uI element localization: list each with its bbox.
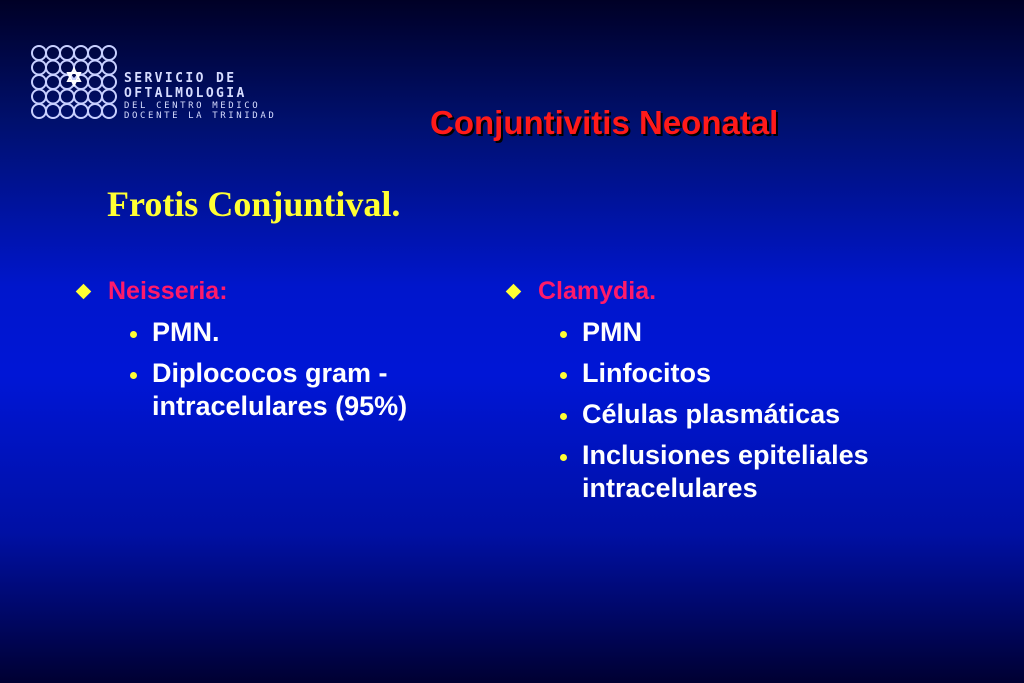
- logo-line-1: SERVICIO DE: [124, 71, 237, 86]
- logo-ring: [46, 90, 60, 104]
- logo-ring: [88, 104, 102, 118]
- logo-line-2: OFTALMOLOGIA: [124, 86, 247, 101]
- logo-ring: [88, 46, 102, 60]
- logo: [30, 44, 330, 126]
- list-item: [560, 398, 1004, 431]
- heading-text: Clamydia.: [538, 277, 657, 305]
- logo-ring: [46, 61, 60, 75]
- item-text: PMN: [582, 317, 642, 347]
- column-neisseria: [74, 274, 474, 431]
- logo-ring: [46, 75, 60, 89]
- logo-ring: [60, 46, 74, 60]
- item-text: Linfocitos: [582, 358, 711, 388]
- dot-bullet-icon: [560, 413, 567, 420]
- logo-ring: [60, 104, 74, 118]
- logo-ring: [32, 104, 46, 118]
- logo-ring: [74, 46, 88, 60]
- column-heading: [504, 274, 1004, 308]
- logo-ring: [74, 90, 88, 104]
- list-item: [560, 316, 1004, 349]
- dot-bullet-icon: [560, 372, 567, 379]
- logo-ring: [32, 46, 46, 60]
- dot-bullet-icon: [560, 454, 567, 461]
- list-item: [130, 357, 474, 423]
- logo-rings-icon: [30, 44, 120, 126]
- item-text: Inclusiones epiteliales intracelulares: [582, 440, 869, 503]
- logo-ring: [102, 61, 116, 75]
- logo-ring: [74, 104, 88, 118]
- logo-ring: [46, 46, 60, 60]
- item-list: [504, 316, 1004, 505]
- logo-ring: [32, 75, 46, 89]
- logo-ring: [88, 75, 102, 89]
- item-list: [74, 316, 474, 423]
- logo-ring: [102, 104, 116, 118]
- logo-ring: [88, 61, 102, 75]
- dot-bullet-icon: [560, 331, 567, 338]
- slide-subtitle: Frotis Conjuntival.: [107, 184, 401, 224]
- logo-ring: [60, 90, 74, 104]
- diamond-bullet-icon: [76, 283, 92, 299]
- item-text: PMN.: [152, 317, 220, 347]
- diamond-bullet-icon: [506, 283, 522, 299]
- column-clamydia: [504, 274, 1004, 513]
- item-text: Células plasmáticas: [582, 399, 841, 429]
- list-item: [560, 357, 1004, 390]
- logo-line-4: DOCENTE LA TRINIDAD: [124, 111, 277, 121]
- list-item: [130, 316, 474, 349]
- dot-bullet-icon: [130, 331, 137, 338]
- logo-ring: [102, 90, 116, 104]
- dot-bullet-icon: [130, 372, 137, 379]
- logo-ring: [32, 61, 46, 75]
- heading-text: Neisseria:: [108, 277, 228, 305]
- item-text: Diplococos gram - intracelulares (95%): [152, 358, 408, 421]
- logo-ring: [88, 90, 102, 104]
- logo-line-3: DEL CENTRO MEDICO: [124, 101, 261, 111]
- slide-title: Conjuntivitis Neonatal: [430, 104, 779, 141]
- logo-ring: [32, 90, 46, 104]
- column-heading: [74, 274, 474, 308]
- logo-ring: [102, 46, 116, 60]
- logo-ring: [102, 75, 116, 89]
- logo-ring: [46, 104, 60, 118]
- logo-text: [124, 72, 276, 121]
- list-item: [560, 439, 1004, 505]
